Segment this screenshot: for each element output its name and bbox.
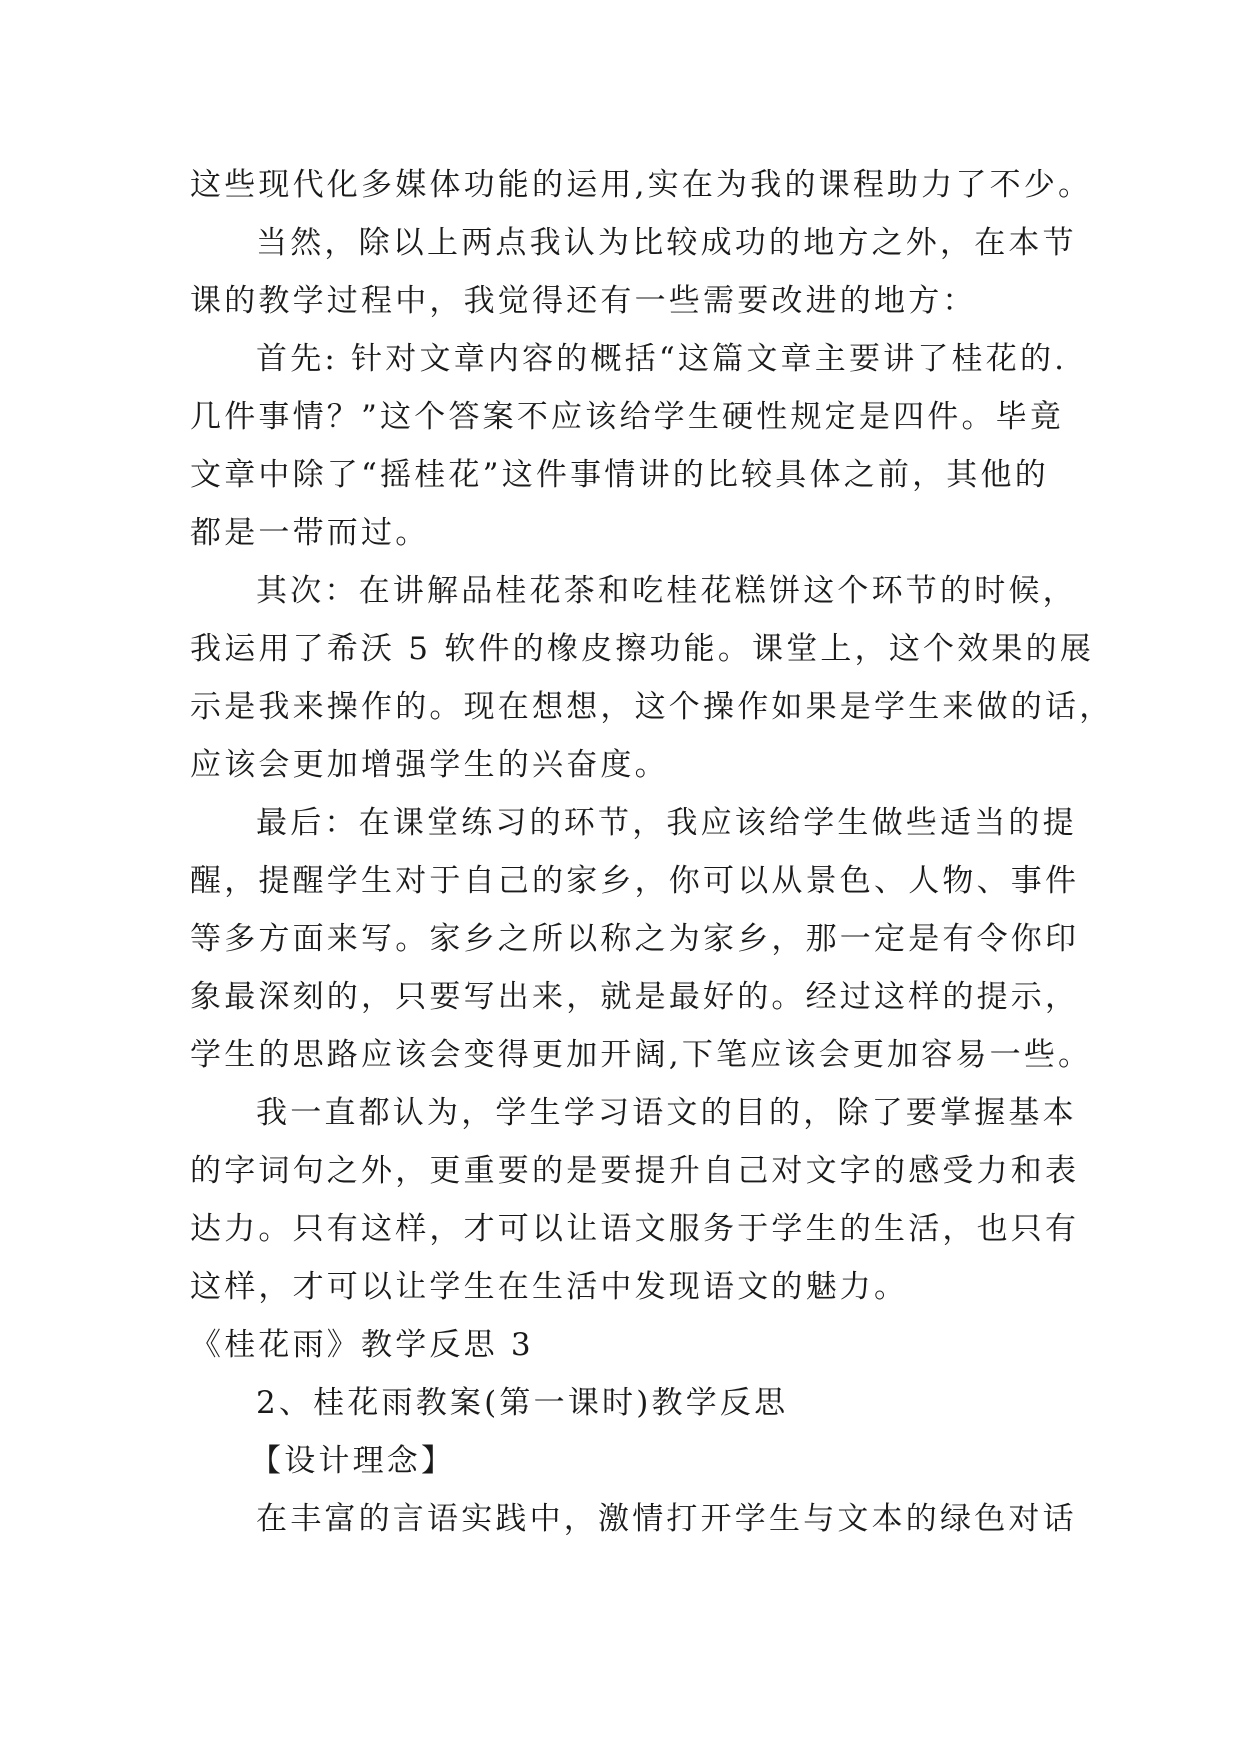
- text-line: 我运用了希沃 5 软件的橡皮擦功能。课堂上，这个效果的展: [190, 631, 1095, 667]
- text-line: 当然，除以上两点我认为比较成功的地方之外，在本节: [256, 225, 1077, 261]
- text-line: 首先: 针对文章内容的概括“这篇文章主要讲了桂花的.: [256, 341, 1068, 377]
- text-line: 象最深刻的，只要写出来，就是最好的。经过这样的提示，: [190, 979, 1080, 1015]
- section-heading: 《桂花雨》教学反思 3: [190, 1327, 534, 1363]
- text-line: 示是我来操作的。现在想想，这个操作如果是学生来做的话，: [190, 689, 1114, 725]
- text-line: 我一直都认为，学生学习语文的目的，除了要掌握基本: [256, 1095, 1077, 1131]
- text-line: 都是一带而过。: [190, 515, 430, 551]
- text-line: 等多方面来写。家乡之所以称之为家乡，那一定是有令你印: [190, 921, 1080, 957]
- text-line: 这些现代化多媒体功能的运用,实在为我的课程助力了不少。: [190, 167, 1093, 203]
- subsection-heading: 2、桂花雨教案(第一课时)教学反思: [256, 1385, 789, 1421]
- text-line: 几件事情？”这个答案不应该给学生硬性规定是四件。毕竟: [190, 399, 1065, 435]
- text-line: 醒，提醒学生对于自己的家乡，你可以从景色、人物、事件: [190, 863, 1080, 899]
- text-line: 课的教学过程中，我觉得还有一些需要改进的地方：: [190, 283, 977, 319]
- text-line: 应该会更加增强学生的兴奋度。: [190, 747, 669, 783]
- text-line: 文章中除了“摇桂花”这件事情讲的比较具体之前，其他的: [190, 457, 1049, 493]
- text-line: 这样，才可以让学生在生活中发现语文的魅力。: [190, 1269, 909, 1305]
- text-line: 最后：在课堂练习的环节，我应该给学生做些适当的提: [256, 805, 1077, 841]
- design-concept-heading: 【设计理念】: [250, 1443, 456, 1479]
- text-line: 学生的思路应该会变得更加开阔,下笔应该会更加容易一些。: [190, 1037, 1093, 1073]
- text-line: 的字词句之外，更重要的是要提升自己对文字的感受力和表: [190, 1153, 1080, 1189]
- text-line: 其次：在讲解品桂花茶和吃桂花糕饼这个环节的时候，: [256, 573, 1077, 609]
- text-line: 达力。只有这样，才可以让语文服务于学生的生活，也只有: [190, 1211, 1080, 1247]
- text-line: 在丰富的言语实践中，激情打开学生与文本的绿色对话: [256, 1501, 1077, 1537]
